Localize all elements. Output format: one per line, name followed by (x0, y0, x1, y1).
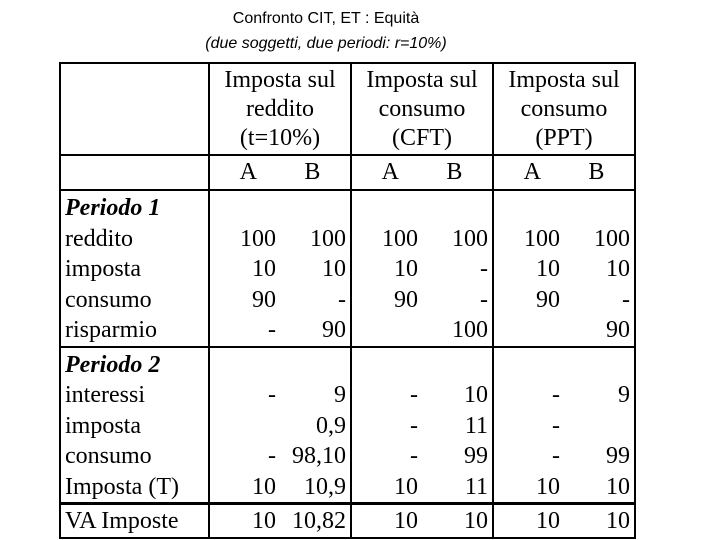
value-cell: 10 (536, 508, 560, 534)
value-cell (352, 315, 422, 346)
comparison-table (59, 62, 636, 539)
value-cell: 10 (322, 256, 346, 282)
column-header-cft: Imposta sul consumo (CFT) (351, 63, 493, 155)
row-label: interessi (65, 382, 145, 408)
period-2-heading: Periodo 2 (65, 351, 161, 378)
page-subtitle: (due soggetti, due periodi: r=10%) (205, 35, 447, 52)
value-cell: 100 (452, 317, 488, 343)
value-cell: 100 (594, 225, 630, 252)
subject-a-label: A (523, 159, 541, 185)
value-cell: 90 (606, 317, 630, 343)
value-cell: 90 (536, 286, 560, 313)
value-cell: 90 (394, 286, 418, 313)
subject-b-label: B (446, 159, 463, 185)
value-cell: 10 (606, 256, 630, 282)
value-cell (494, 315, 564, 346)
value-cell: - (268, 382, 276, 408)
value-cell (564, 411, 634, 442)
row-label: Imposta (T) (65, 473, 179, 500)
value-cell: 11 (464, 412, 488, 439)
subject-b-label: B (304, 159, 321, 185)
row-label: imposta (65, 412, 141, 439)
header-row (60, 63, 635, 155)
value-cell: 10 (252, 473, 276, 500)
subject-a-label: A (381, 159, 399, 185)
value-cell: 100 (310, 225, 346, 252)
value-cell: 10 (606, 473, 630, 500)
column-header-income-tax: Imposta sul reddito (t=10%) (209, 63, 351, 155)
value-cell: 10 (464, 382, 488, 408)
value-cell: 10 (252, 256, 276, 282)
value-cell: - (410, 382, 418, 408)
present-value-row (60, 504, 635, 539)
row-label: reddito (65, 225, 133, 252)
period-1-heading: Periodo 1 (65, 195, 161, 221)
value-cell: - (410, 412, 418, 439)
period-1-section (60, 190, 635, 347)
value-cell: - (410, 443, 418, 469)
value-cell: - (268, 317, 276, 343)
value-cell: - (552, 382, 560, 408)
value-cell: - (268, 443, 276, 469)
value-cell: 99 (464, 443, 488, 469)
value-cell: 10,82 (292, 508, 346, 534)
value-cell: 10 (394, 473, 418, 500)
value-cell: - (480, 256, 488, 282)
row-label: imposta (65, 256, 141, 282)
page-title: Confronto CIT, ET : Equità (232, 10, 420, 27)
value-cell: 99 (606, 443, 630, 469)
value-cell: - (552, 412, 560, 439)
subject-b-label: B (588, 159, 605, 185)
value-cell: 11 (464, 473, 488, 500)
corner-cell (60, 63, 209, 155)
value-cell: 9 (618, 382, 630, 408)
value-cell: - (552, 443, 560, 469)
value-cell: 98,10 (292, 443, 346, 469)
value-cell: 9 (334, 382, 346, 408)
value-cell: 10 (252, 508, 276, 534)
present-value-label: VA Imposte (65, 508, 179, 534)
row-label: consumo (65, 286, 152, 313)
value-cell: 10,9 (304, 473, 346, 500)
value-cell: 10 (606, 508, 630, 534)
value-cell: 0,9 (316, 412, 346, 439)
value-cell: - (480, 286, 488, 313)
subject-a-label: A (239, 159, 257, 185)
period-2-section (60, 347, 635, 504)
value-cell: 90 (252, 286, 276, 313)
value-cell: 100 (240, 225, 276, 252)
value-cell: 100 (524, 225, 560, 252)
value-cell: 90 (322, 317, 346, 343)
value-cell: - (338, 286, 346, 313)
value-cell (210, 411, 280, 442)
value-cell: 10 (536, 473, 560, 500)
row-label: consumo (65, 443, 152, 469)
value-cell: 10 (394, 256, 418, 282)
value-cell: 100 (452, 225, 488, 252)
value-cell: 10 (536, 256, 560, 282)
subject-header-row (60, 155, 635, 190)
column-header-ppt: Imposta sul consumo (PPT) (493, 63, 635, 155)
value-cell: - (622, 286, 630, 313)
value-cell: 10 (464, 508, 488, 534)
row-label: risparmio (65, 317, 157, 343)
value-cell: 10 (394, 508, 418, 534)
value-cell: 100 (382, 225, 418, 252)
